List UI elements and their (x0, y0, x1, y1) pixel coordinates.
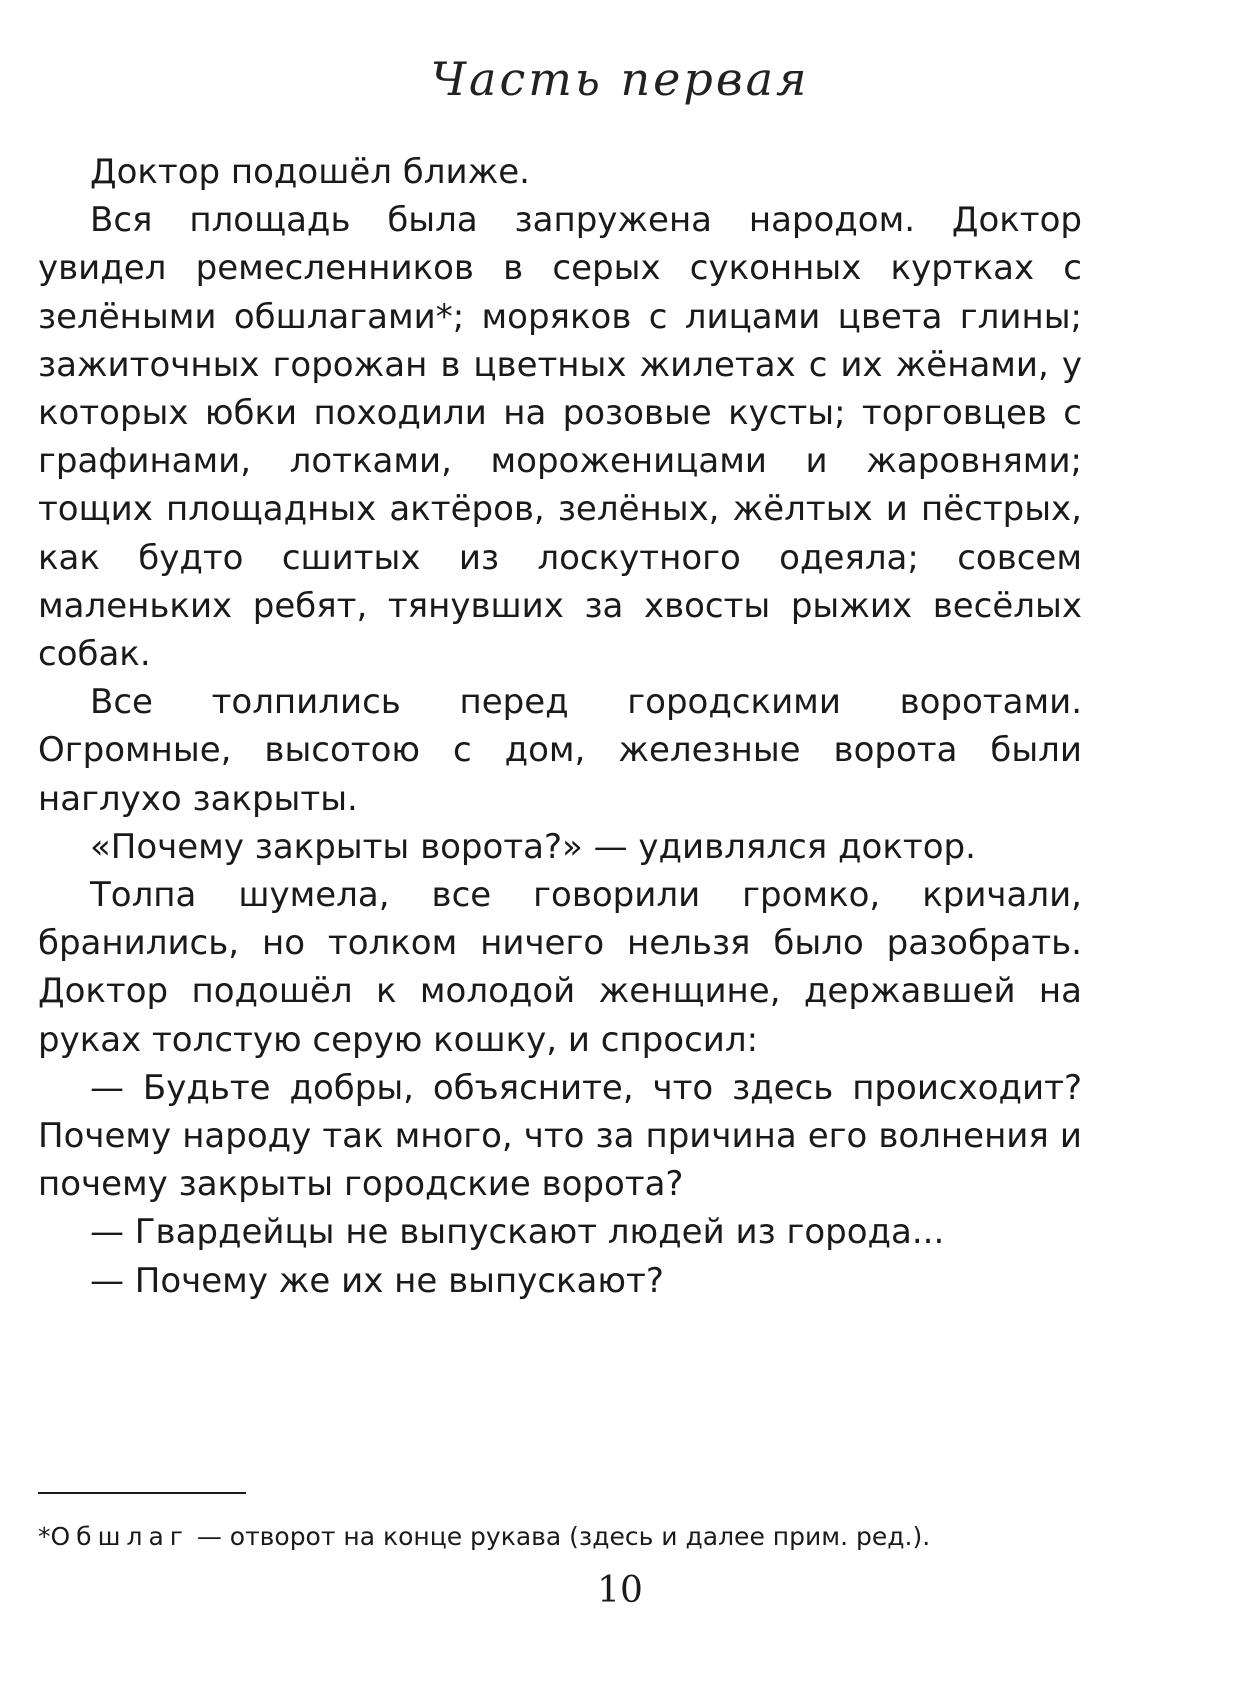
footnote (38, 1520, 1088, 1554)
footnote-divider (38, 1492, 246, 1494)
paragraph: — Почему же их не выпускают? (90, 1260, 664, 1301)
footnote-text: — отворот на конце рукава (здесь и далее прим. ред.). (188, 1522, 931, 1551)
paragraph: Доктор подошёл ближе. (90, 152, 530, 192)
paragraph: — Будьте добры, объясните, что здесь происходит? Почему народу так много, что за причина его волнения и почему закрыты городские ворота? (38, 1067, 1082, 1205)
page-number: 10 (597, 1570, 643, 1611)
paragraph: Толпа шумела, все говорили громко, кричали, бранились, но толком ничего нельзя было разобрать. Доктор подошёл к молодой женщине, державшей на руках толстую серую кошку, и спросил: (38, 875, 1082, 1060)
footnote-marker: * (38, 1522, 51, 1551)
paragraph: — Гвардейцы не выпускают людей из города... (90, 1212, 945, 1253)
paragraph: Вся площадь была запружена народом. Доктор увидел ремесленников в серых суконных куртках с зелёными обшлагами*; моряков с лицами цвета глины; зажиточных горожан в цветных жилетах с их жёнами, у которых юбки походили на розовые кусты; торговцев с графинами, лотками, мороженицами и жаровнями; тощих площадных актёров, зелёных, жёлтых и пёстрых, как будто сшитых из лоскутного одеяла; совсем маленьких ребят, тянувших за хвосты рыжих весёлых собак. (38, 200, 1082, 675)
body-text (38, 148, 1082, 1305)
paragraph: Все толпились перед городскими воротами. Огромные, высотою с дом, железные ворота были наглухо закрыты. (38, 682, 1082, 819)
paragraph: «Почему закрыты ворота?» — удивлялся доктор. (90, 826, 976, 867)
running-head: Часть первая (430, 52, 810, 106)
footnote-term: Обшлаг (50, 1522, 189, 1551)
